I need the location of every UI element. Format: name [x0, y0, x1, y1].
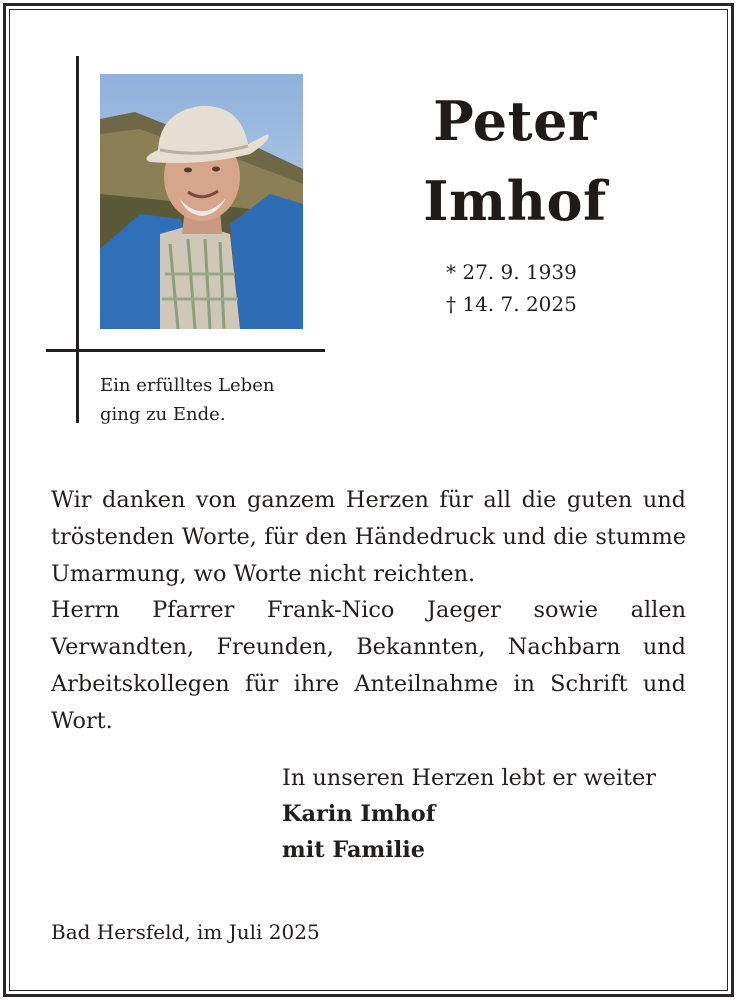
death-date: † 14. 7. 2025 [446, 292, 577, 316]
caption-line-1: Ein erfülltes Leben [100, 375, 275, 396]
life-dates [446, 256, 577, 320]
thanks-paragraph-1: Wir danken von ganzem Herzen für all die guten und tröstenden Worte, für den Händedruck und die stumme Umarmung, wo Worte nicht reichten. [51, 487, 686, 587]
cross-vertical-bar [76, 56, 79, 423]
last-name: Imhof [423, 169, 607, 233]
caption [100, 371, 274, 429]
thanks-text [51, 482, 686, 740]
portrait-photo [100, 74, 303, 329]
place-date: Bad Hersfeld, im Juli 2025 [51, 920, 320, 944]
closing-phrase: In unseren Herzen lebt er weiter [282, 765, 656, 791]
birth-date: * 27. 9. 1939 [446, 260, 577, 284]
signer-name: Karin Imhof [282, 801, 436, 827]
closing-block [282, 760, 702, 868]
caption-line-2: ging zu Ende. [100, 404, 226, 425]
signer-family: mit Familie [282, 837, 425, 863]
cross-horizontal-bar [46, 349, 325, 352]
thanks-paragraph-2: Herrn Pfarrer Frank-Nico Jaeger sowie allen Verwandten, Freunden, Bekannten, Nachbarn und Arbeitskollegen für ihre Anteilnahme in Schrift und Wort. [51, 597, 686, 734]
first-name: Peter [433, 89, 597, 153]
